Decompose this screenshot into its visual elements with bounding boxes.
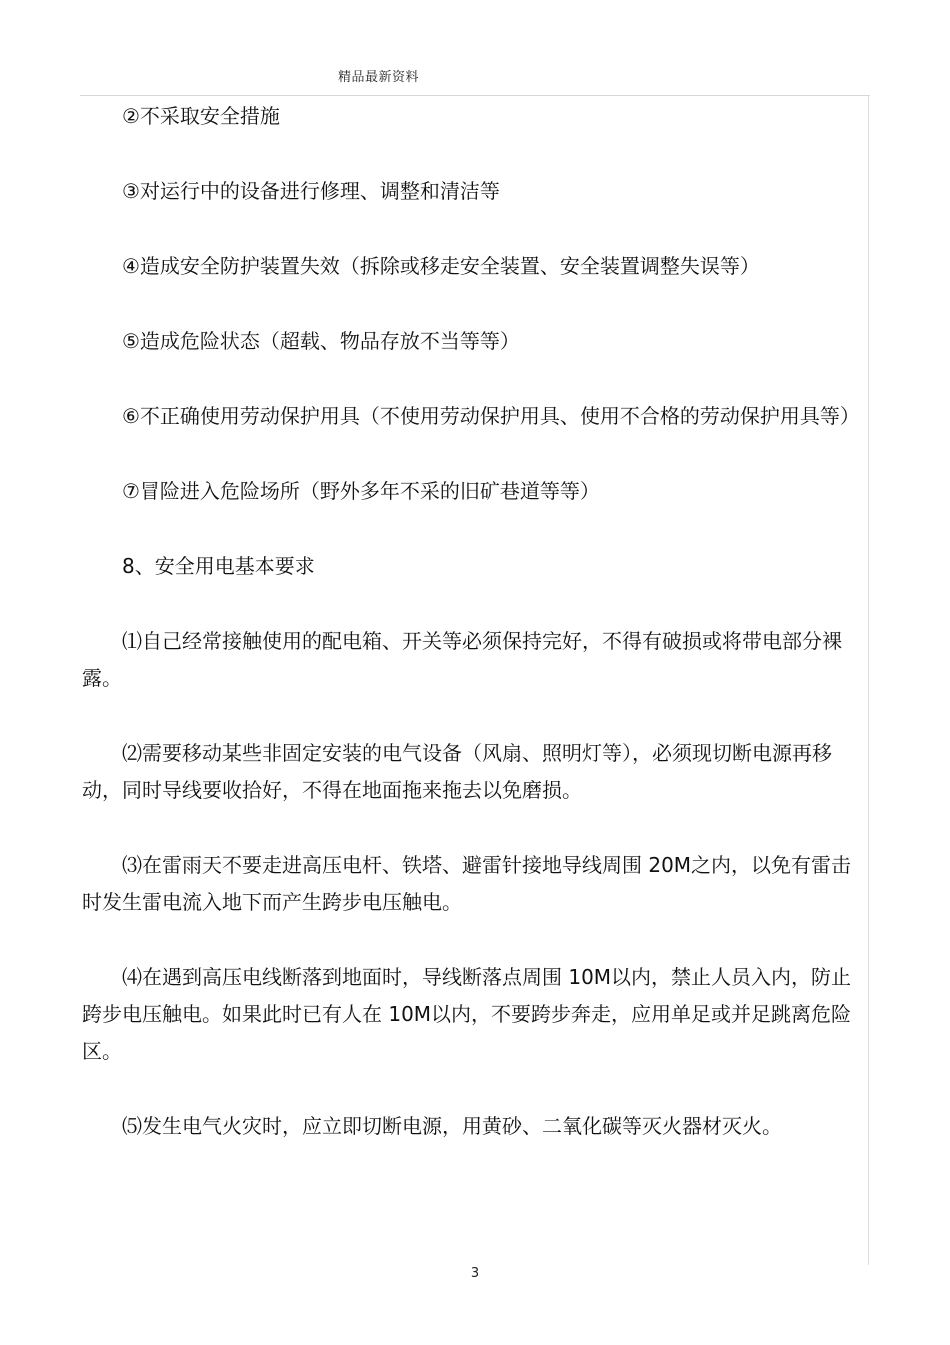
- paragraph-rule-5: ⑸发生电气火灾时，应立即切断电源，用黄砂、二氧化碳等灭火器材灭火。: [122, 1114, 782, 1138]
- paragraph-rule-1: ⑴自己经常接触使用的配电箱、开关等必须保持完好，不得有破损或将带电部分裸露。: [82, 629, 842, 690]
- paragraph-item-6: ⑥不正确使用劳动保护用具（不使用劳动保护用具、使用不合格的劳动保护用具等）: [122, 404, 860, 428]
- right-margin-rule: [868, 95, 869, 1265]
- paragraph-rule-3: ⑶在雷雨天不要走进高压电杆、铁塔、避雷针接地导线周围 20M之内，以免有雷击时发生雷电流入地下而产生跨步电压触电。: [82, 853, 852, 914]
- paragraph-item-2: ②不采取安全措施: [122, 104, 280, 128]
- paragraph-item-4: ④造成安全防护装置失效（拆除或移走安全装置、安全装置调整失误等）: [122, 254, 760, 278]
- paragraph-rule-4: ⑷在遇到高压电线断落到地面时，导线断落点周围 10M以内，禁止人员入内，防止跨步电压触电。如果此时已有人在 10M以内，不要跨步奔走，应用单足或并足跳离危险区。: [82, 965, 852, 1063]
- header-divider: [80, 95, 870, 96]
- paragraph-item-3: ③对运行中的设备进行修理、调整和清洁等: [122, 179, 500, 203]
- paragraph-item-5: ⑤造成危险状态（超载、物品存放不当等等）: [122, 329, 520, 353]
- section-heading-electrical-safety: 8、安全用电基本要求: [122, 554, 315, 578]
- paragraph-rule-2: ⑵需要移动某些非固定安装的电气设备（风扇、照明灯等），必须现切断电源再移动，同时导线要收拾好，不得在地面拖来拖去以免磨损。: [82, 741, 832, 802]
- paragraph-item-7: ⑦冒险进入危险场所（野外多年不采的旧矿巷道等等）: [122, 479, 600, 503]
- document-body: [82, 98, 860, 1183]
- page-header: 精品最新资料: [338, 70, 420, 85]
- page-number: 3: [470, 1266, 480, 1281]
